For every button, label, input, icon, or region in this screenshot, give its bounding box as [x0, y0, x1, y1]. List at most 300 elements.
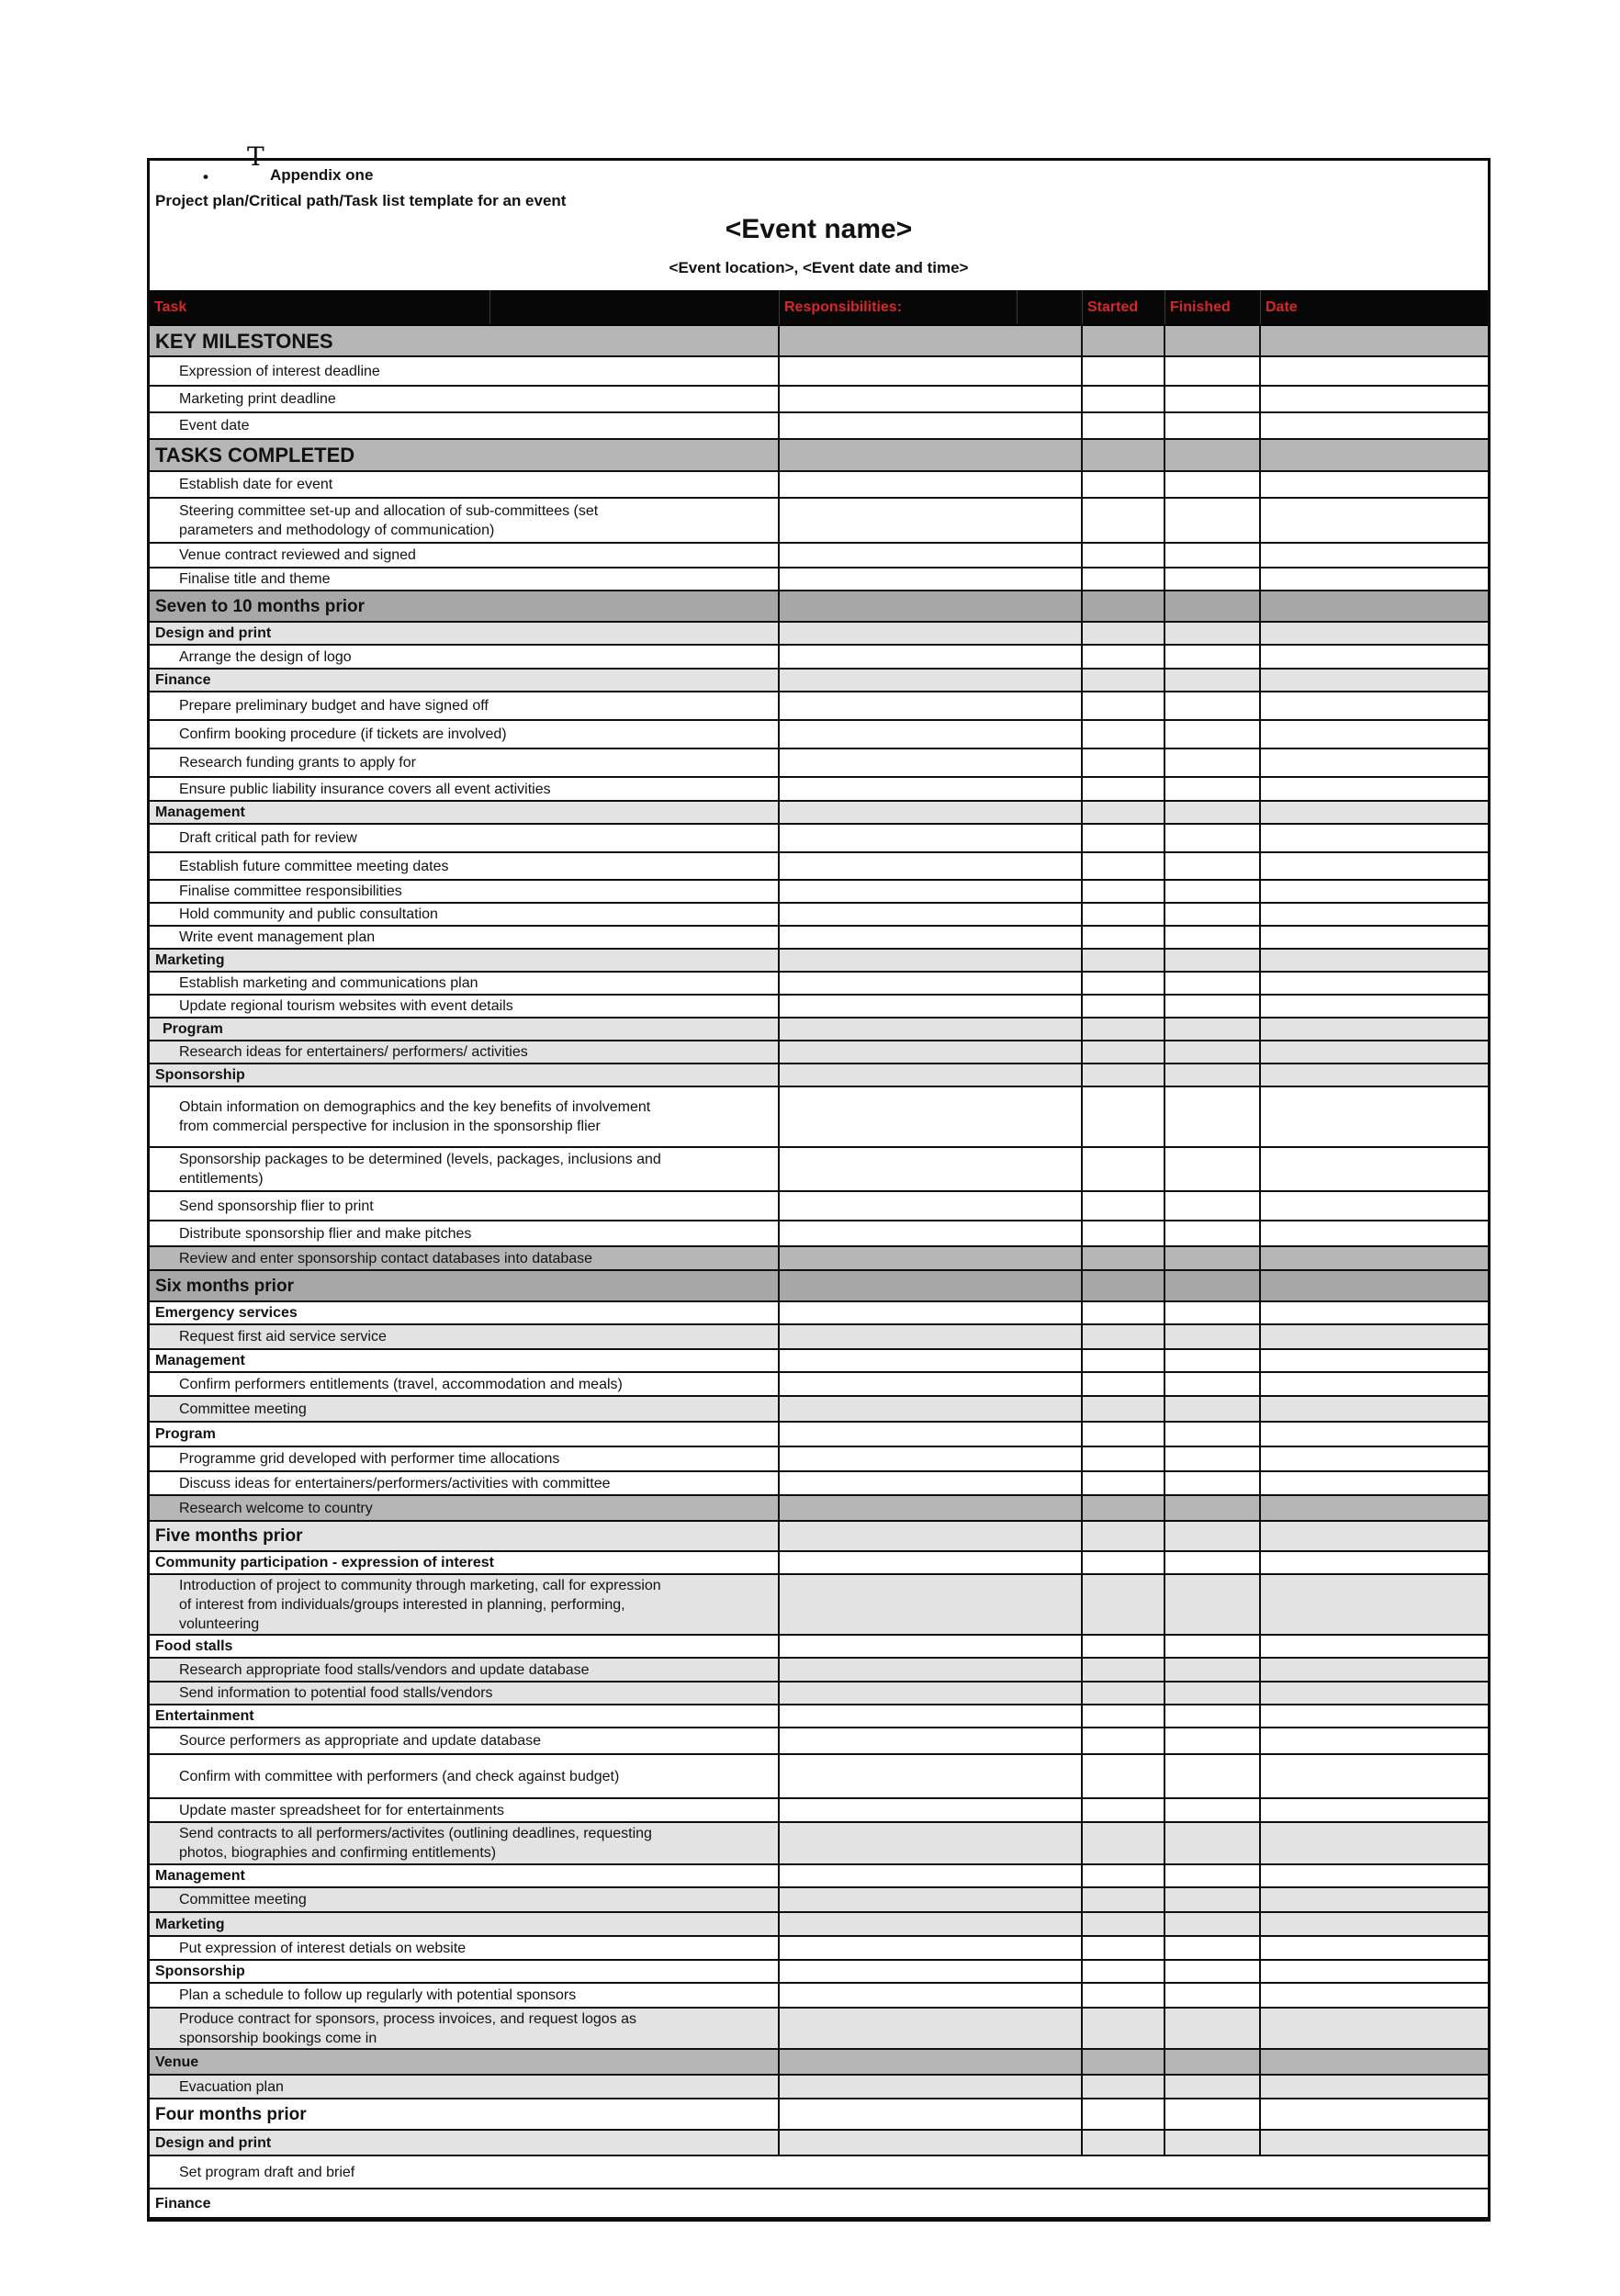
finished-cell: [1165, 568, 1261, 590]
task-cell: [150, 1937, 780, 1959]
started-cell: [1083, 1087, 1165, 1146]
responsibilities-cell: [780, 1325, 1083, 1348]
task-label: Establish date for event: [179, 477, 333, 492]
task-label: Marketing print deadline: [179, 391, 336, 407]
table-row: [150, 1552, 1488, 1575]
started-cell: [1083, 1522, 1165, 1550]
task-cell: [150, 387, 780, 411]
finished-cell: [1165, 927, 1261, 948]
task-cell: [150, 1913, 780, 1935]
task-label: Ensure public liability insurance covers all event activities: [179, 781, 551, 797]
table-row: [150, 1087, 1488, 1148]
column-header-started: Started: [1083, 290, 1165, 324]
finished-cell: [1165, 1247, 1261, 1269]
task-cell: [150, 1041, 780, 1063]
table-row: [150, 1823, 1488, 1865]
task-label: Discuss ideas for entertainers/performers/activities with committee: [179, 1475, 611, 1491]
table-row: [150, 1041, 1488, 1064]
table-row: [150, 1423, 1488, 1447]
date-cell: [1261, 1302, 1488, 1323]
task-label: Sponsorship packages to be determined (levels, packages, inclusions and entitlements): [179, 1152, 661, 1187]
date-cell: [1261, 499, 1488, 542]
task-cell: [150, 692, 780, 719]
started-cell: [1083, 904, 1165, 925]
task-label: Programme grid developed with performer time allocations: [179, 1451, 560, 1467]
finished-cell: [1165, 2009, 1261, 2048]
finished-cell: [1165, 1325, 1261, 1348]
date-cell: [1261, 1984, 1488, 2007]
started-cell: [1083, 802, 1165, 823]
task-cell: [150, 1019, 780, 1040]
date-cell: [1261, 2009, 1488, 2048]
task-cell: [150, 2156, 1488, 2188]
task-label: Set program draft and brief: [179, 2164, 355, 2180]
finished-cell: [1165, 1705, 1261, 1727]
date-cell: [1261, 1064, 1488, 1086]
responsibilities-cell: [780, 2009, 1083, 2048]
task-label: Prepare preliminary budget and have signed off: [179, 698, 489, 714]
table-row: [150, 1496, 1488, 1522]
finished-cell: [1165, 2050, 1261, 2074]
section-label: Entertainment: [155, 1708, 254, 1724]
finished-cell: [1165, 1683, 1261, 1704]
section-label: Venue: [155, 2054, 199, 2070]
responsibilities-cell: [780, 1984, 1083, 2007]
finished-cell: [1165, 1636, 1261, 1657]
task-cell: [150, 1472, 780, 1494]
section-label: Emergency services: [155, 1305, 298, 1321]
section-label: Marketing: [155, 952, 225, 968]
table-row: [150, 591, 1488, 623]
responsibilities-cell: [780, 1019, 1083, 1040]
document-title: Project plan/Critical path/Task list template for an event: [155, 192, 567, 209]
task-label: Obtain information on demographics and the key benefits of involvement from commercial perspective for inclusion in the sponsorship flier: [179, 1099, 651, 1134]
task-cell: [150, 1755, 780, 1797]
finished-cell: [1165, 721, 1261, 748]
date-cell: [1261, 996, 1488, 1017]
finished-cell: [1165, 499, 1261, 542]
section-label: Five months prior: [155, 1526, 303, 1546]
finished-cell: [1165, 1888, 1261, 1911]
started-cell: [1083, 2076, 1165, 2098]
table-row: [150, 1447, 1488, 1472]
started-cell: [1083, 2009, 1165, 2048]
started-cell: [1083, 357, 1165, 385]
date-cell: [1261, 853, 1488, 879]
finished-cell: [1165, 1221, 1261, 1245]
task-cell: [150, 1575, 780, 1634]
finished-cell: [1165, 1659, 1261, 1681]
responsibilities-cell: [780, 1148, 1083, 1190]
responsibilities-cell: [780, 1799, 1083, 1821]
task-cell: [150, 544, 780, 567]
appendix-label: Appendix one: [270, 166, 374, 184]
responsibilities-cell: [780, 1913, 1083, 1935]
finished-cell: [1165, 749, 1261, 776]
started-cell: [1083, 1496, 1165, 1520]
responsibilities-cell: [780, 472, 1083, 497]
task-label: Update regional tourism websites with event details: [179, 998, 513, 1014]
table-row: [150, 1755, 1488, 1799]
started-cell: [1083, 591, 1165, 621]
task-cell: [150, 778, 780, 800]
date-cell: [1261, 778, 1488, 800]
responsibilities-cell: [780, 357, 1083, 385]
table-row: [150, 778, 1488, 802]
task-label: Put expression of interest detials on website: [179, 1940, 467, 1956]
responsibilities-cell: [780, 721, 1083, 748]
table-row: [150, 1799, 1488, 1823]
date-cell: [1261, 591, 1488, 621]
started-cell: [1083, 1423, 1165, 1446]
responsibilities-cell: [780, 1522, 1083, 1550]
finished-cell: [1165, 1192, 1261, 1220]
task-cell: [150, 1271, 780, 1300]
started-cell: [1083, 1659, 1165, 1681]
task-label: Establish future committee meeting dates: [179, 858, 449, 874]
date-cell: [1261, 1522, 1488, 1550]
started-cell: [1083, 1984, 1165, 2007]
date-cell: [1261, 2076, 1488, 2098]
task-cell: [150, 1350, 780, 1371]
started-cell: [1083, 413, 1165, 438]
responsibilities-cell: [780, 1659, 1083, 1681]
date-cell: [1261, 1247, 1488, 1269]
table-row: [150, 1575, 1488, 1636]
task-label: Confirm performers entitlements (travel, accommodation and meals): [179, 1376, 623, 1392]
table-row: [150, 1683, 1488, 1705]
started-cell: [1083, 1148, 1165, 1190]
section-label: Design and print: [155, 625, 272, 641]
task-cell: [150, 950, 780, 971]
finished-cell: [1165, 1148, 1261, 1190]
started-cell: [1083, 568, 1165, 590]
finished-cell: [1165, 1522, 1261, 1550]
task-cell: [150, 1823, 780, 1863]
table-row: [150, 2099, 1488, 2131]
table-row: [150, 1961, 1488, 1984]
table-row: [150, 499, 1488, 544]
started-cell: [1083, 1447, 1165, 1470]
started-cell: [1083, 1302, 1165, 1323]
task-table-body: [150, 326, 1488, 2219]
task-cell: [150, 1423, 780, 1446]
started-cell: [1083, 2050, 1165, 2074]
started-cell: [1083, 646, 1165, 668]
finished-cell: [1165, 1552, 1261, 1573]
responsibilities-cell: [780, 1865, 1083, 1886]
finished-cell: [1165, 623, 1261, 644]
responsibilities-cell: [780, 1755, 1083, 1797]
started-cell: [1083, 326, 1165, 355]
started-cell: [1083, 1913, 1165, 1935]
table-row: [150, 1913, 1488, 1937]
date-cell: [1261, 1496, 1488, 1520]
task-cell: [150, 1705, 780, 1727]
table-row: [150, 2189, 1488, 2219]
responsibilities-cell: [780, 1221, 1083, 1245]
responsibilities-cell: [780, 2131, 1083, 2155]
started-cell: [1083, 623, 1165, 644]
started-cell: [1083, 1636, 1165, 1657]
started-cell: [1083, 2131, 1165, 2155]
event-name-placeholder: <Event name>: [725, 214, 913, 244]
responsibilities-cell: [780, 1423, 1083, 1446]
finished-cell: [1165, 544, 1261, 567]
started-cell: [1083, 544, 1165, 567]
date-cell: [1261, 1019, 1488, 1040]
started-cell: [1083, 1397, 1165, 1421]
responsibilities-cell: [780, 2099, 1083, 2129]
table-row: [150, 950, 1488, 973]
finished-cell: [1165, 1799, 1261, 1821]
started-cell: [1083, 950, 1165, 971]
section-label: Food stalls: [155, 1638, 233, 1654]
table-row: [150, 413, 1488, 440]
task-cell: [150, 1148, 780, 1190]
task-cell: [150, 1636, 780, 1657]
header-cell-divider: [489, 290, 490, 324]
responsibilities-cell: [780, 623, 1083, 644]
date-cell: [1261, 387, 1488, 411]
started-cell: [1083, 853, 1165, 879]
responsibilities-cell: [780, 1705, 1083, 1727]
date-cell: [1261, 1937, 1488, 1959]
responsibilities-cell: [780, 973, 1083, 994]
responsibilities-cell: [780, 568, 1083, 590]
responsibilities-cell: [780, 499, 1083, 542]
task-label: Arrange the design of logo: [179, 648, 352, 665]
date-cell: [1261, 1575, 1488, 1634]
finished-cell: [1165, 1350, 1261, 1371]
task-cell: [150, 904, 780, 925]
finished-cell: [1165, 387, 1261, 411]
section-label: Management: [155, 1868, 245, 1884]
date-cell: [1261, 1041, 1488, 1063]
date-cell: [1261, 413, 1488, 438]
date-cell: [1261, 1447, 1488, 1470]
finished-cell: [1165, 1937, 1261, 1959]
finished-cell: [1165, 881, 1261, 902]
started-cell: [1083, 996, 1165, 1017]
responsibilities-cell: [780, 2050, 1083, 2074]
table-row: [150, 1148, 1488, 1192]
started-cell: [1083, 973, 1165, 994]
started-cell: [1083, 1192, 1165, 1220]
finished-cell: [1165, 1447, 1261, 1470]
responsibilities-cell: [780, 881, 1083, 902]
table-row: [150, 1192, 1488, 1221]
table-row: [150, 1984, 1488, 2009]
finished-cell: [1165, 973, 1261, 994]
started-cell: [1083, 1041, 1165, 1063]
finished-cell: [1165, 357, 1261, 385]
responsibilities-cell: [780, 1496, 1083, 1520]
finished-cell: [1165, 1271, 1261, 1300]
task-cell: [150, 2076, 780, 2098]
date-cell: [1261, 881, 1488, 902]
task-label: Review and enter sponsorship contact databases into database: [179, 1250, 593, 1266]
date-cell: [1261, 802, 1488, 823]
started-cell: [1083, 1019, 1165, 1040]
task-label: Event date: [179, 418, 250, 433]
task-label: Committee meeting: [179, 1892, 307, 1908]
finished-cell: [1165, 591, 1261, 621]
table-title-block: [150, 141, 1488, 290]
started-cell: [1083, 1705, 1165, 1727]
table-row: [150, 472, 1488, 499]
task-cell: [150, 591, 780, 621]
table-row: [150, 646, 1488, 670]
finished-cell: [1165, 1823, 1261, 1863]
task-cell: [150, 1728, 780, 1753]
task-cell: [150, 2189, 1488, 2217]
task-cell: [150, 2009, 780, 2048]
started-cell: [1083, 749, 1165, 776]
responsibilities-cell: [780, 1041, 1083, 1063]
responsibilities-cell: [780, 996, 1083, 1017]
responsibilities-cell: [780, 413, 1083, 438]
date-cell: [1261, 1087, 1488, 1146]
task-label: Research funding grants to apply for: [179, 755, 416, 771]
started-cell: [1083, 670, 1165, 691]
table-row: [150, 623, 1488, 646]
table-row: [150, 1247, 1488, 1271]
responsibilities-cell: [780, 1888, 1083, 1911]
task-label: Produce contract for sponsors, process invoices, and request logos as sponsorship bookings come in: [179, 2010, 637, 2046]
table-row: [150, 568, 1488, 591]
task-cell: [150, 1397, 780, 1421]
table-row: [150, 1271, 1488, 1302]
finished-cell: [1165, 1041, 1261, 1063]
task-label: Venue contract reviewed and signed: [179, 547, 416, 563]
started-cell: [1083, 1728, 1165, 1753]
date-cell: [1261, 623, 1488, 644]
started-cell: [1083, 1350, 1165, 1371]
started-cell: [1083, 1552, 1165, 1573]
date-cell: [1261, 1271, 1488, 1300]
task-cell: [150, 1221, 780, 1245]
responsibilities-cell: [780, 1247, 1083, 1269]
table-row: [150, 1865, 1488, 1888]
section-label: Six months prior: [155, 1276, 294, 1296]
task-cell: [150, 440, 780, 470]
table-row: [150, 1350, 1488, 1373]
finished-cell: [1165, 1755, 1261, 1797]
task-label: Send contracts to all performers/activites (outlining deadlines, requesting photos, biographies and confirming entitlements): [179, 1826, 652, 1861]
section-label: Management: [155, 1353, 245, 1368]
task-label: Expression of interest deadline: [179, 363, 380, 379]
task-cell: [150, 1865, 780, 1886]
finished-cell: [1165, 646, 1261, 668]
started-cell: [1083, 778, 1165, 800]
date-cell: [1261, 2050, 1488, 2074]
responsibilities-cell: [780, 825, 1083, 851]
date-cell: [1261, 1755, 1488, 1797]
table-row: [150, 853, 1488, 881]
responsibilities-cell: [780, 1636, 1083, 1657]
finished-cell: [1165, 440, 1261, 470]
column-header-finished: Finished: [1165, 290, 1261, 324]
finished-cell: [1165, 1064, 1261, 1086]
date-cell: [1261, 1148, 1488, 1190]
responsibilities-cell: [780, 1472, 1083, 1494]
table-row: [150, 1397, 1488, 1423]
section-label: Design and print: [155, 2134, 272, 2151]
section-label: TASKS COMPLETED: [155, 444, 355, 467]
started-cell: [1083, 387, 1165, 411]
section-label: Four months prior: [155, 2104, 307, 2124]
started-cell: [1083, 1865, 1165, 1886]
responsibilities-cell: [780, 440, 1083, 470]
task-cell: [150, 1496, 780, 1520]
section-label: Marketing: [155, 1916, 225, 1932]
table-row: [150, 825, 1488, 853]
date-cell: [1261, 904, 1488, 925]
task-cell: [150, 1302, 780, 1323]
task-label: Research ideas for entertainers/ performers/ activities: [179, 1044, 528, 1060]
started-cell: [1083, 1823, 1165, 1863]
task-label: Distribute sponsorship flier and make pitches: [179, 1225, 472, 1242]
task-cell: [150, 973, 780, 994]
table-row: [150, 1888, 1488, 1913]
task-cell: [150, 1522, 780, 1550]
table-row: [150, 1373, 1488, 1397]
date-cell: [1261, 1221, 1488, 1245]
column-header-responsibilities: Responsibilities:: [780, 290, 1083, 324]
responsibilities-cell: [780, 591, 1083, 621]
header-cell-divider: [1017, 290, 1018, 324]
task-cell: [150, 1373, 780, 1395]
finished-cell: [1165, 1087, 1261, 1146]
responsibilities-cell: [780, 1937, 1083, 1959]
finished-cell: [1165, 904, 1261, 925]
table-row: [150, 1937, 1488, 1961]
table-row: [150, 387, 1488, 413]
table-row: [150, 357, 1488, 387]
finished-cell: [1165, 1728, 1261, 1753]
date-cell: [1261, 1799, 1488, 1821]
date-cell: [1261, 1888, 1488, 1911]
table-row: [150, 692, 1488, 721]
date-cell: [1261, 1683, 1488, 1704]
task-cell: [150, 927, 780, 948]
task-label: Evacuation plan: [179, 2078, 284, 2095]
table-row: [150, 1472, 1488, 1496]
started-cell: [1083, 927, 1165, 948]
table-header-row: [150, 290, 1488, 326]
finished-cell: [1165, 670, 1261, 691]
started-cell: [1083, 1755, 1165, 1797]
date-cell: [1261, 721, 1488, 748]
task-label: Steering committee set-up and allocation of sub-committees (set parameters and methodology of communication): [179, 502, 599, 538]
started-cell: [1083, 1064, 1165, 1086]
table-row: [150, 996, 1488, 1019]
finished-cell: [1165, 1472, 1261, 1494]
responsibilities-cell: [780, 1961, 1083, 1982]
task-label: Hold community and public consultation: [179, 906, 438, 922]
task-cell: [150, 646, 780, 668]
date-cell: [1261, 1192, 1488, 1220]
task-cell: [150, 326, 780, 355]
responsibilities-cell: [780, 692, 1083, 719]
table-row: [150, 1064, 1488, 1087]
table-row: [150, 326, 1488, 357]
started-cell: [1083, 825, 1165, 851]
task-cell: [150, 1325, 780, 1348]
table-row: [150, 670, 1488, 692]
table-row: [150, 2156, 1488, 2189]
